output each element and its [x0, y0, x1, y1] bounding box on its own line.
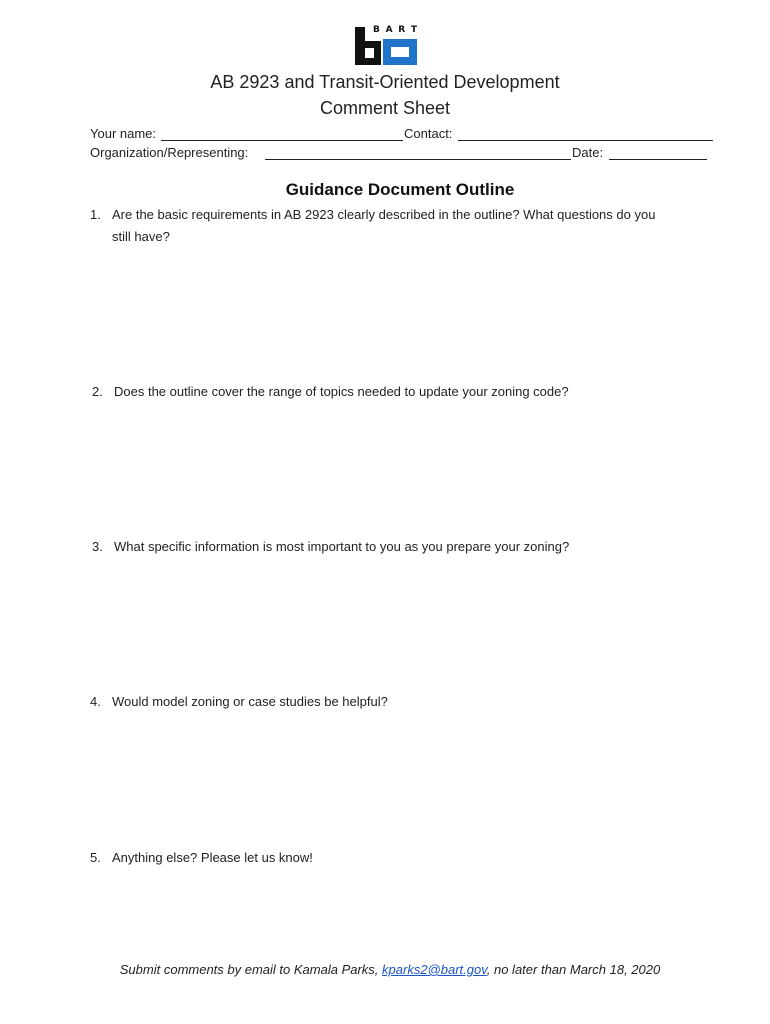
document-subtitle: Comment Sheet: [319, 98, 451, 118]
question-number: 5.: [90, 850, 101, 865]
question-number: 2.: [92, 384, 103, 399]
section-heading: Guidance Document Outline: [285, 180, 515, 199]
question-text: Would model zoning or case studies be helpful?: [112, 694, 388, 709]
your-name-label: Your name:: [90, 126, 157, 141]
question-number: 4.: [90, 694, 101, 709]
question-number: 3.: [92, 539, 103, 554]
document-title: AB 2923 and Transit-Oriented Development: [210, 72, 560, 92]
question-1: [90, 204, 710, 248]
question-text: Anything else? Please let us know!: [112, 850, 313, 865]
footer-suffix: , no later than March 18, 2020: [486, 962, 661, 977]
question-5: [90, 847, 710, 869]
email-link[interactable]: kparks2@bart.gov: [382, 962, 487, 977]
question-4: [90, 691, 710, 713]
logo-letter: A: [385, 25, 393, 35]
question-number: 1.: [90, 207, 101, 222]
question-text: Are the basic requirements in AB 2923 clearly described in the outline? What questions do you: [112, 207, 656, 222]
bart-logo: [355, 25, 417, 65]
date-field[interactable]: [609, 145, 707, 160]
question-text: What specific information is most important to you as you prepare your zoning?: [114, 539, 570, 554]
organization-label: Organization/Representing:: [90, 145, 249, 160]
bart-logo-mark: [355, 27, 417, 65]
date-label: Date:: [572, 145, 604, 160]
question-3: [92, 536, 712, 558]
submission-instructions: [0, 962, 770, 977]
question-text: Does the outline cover the range of topics needed to update your zoning code?: [114, 384, 569, 399]
contact-field[interactable]: [458, 126, 713, 141]
logo-letter: R: [398, 25, 406, 35]
question-2: [92, 381, 712, 403]
organization-field[interactable]: [265, 145, 571, 160]
contact-label: Contact:: [404, 126, 453, 141]
footer-prefix: Submit comments by email to Kamala Parks,: [119, 962, 383, 977]
your-name-field[interactable]: [161, 126, 403, 141]
logo-letter: T: [410, 25, 417, 35]
logo-letter: B: [373, 25, 380, 35]
question-text-continued: still have?: [112, 229, 170, 244]
